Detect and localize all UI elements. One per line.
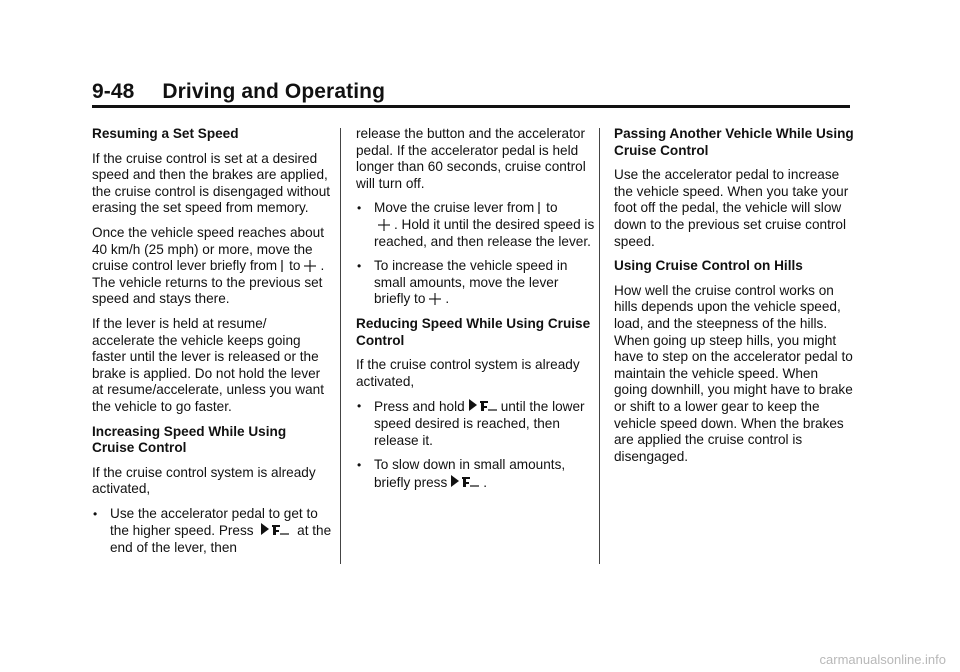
bullet-item: • Use the accelerator pedal to get to the higher speed. Press at the end of the lever, then xyxy=(92,506,332,557)
heading-passing-vehicle: Passing Another Vehicle While Using Cruise Control xyxy=(614,126,854,158)
watermark: carmanualsonline.info xyxy=(819,652,946,667)
resume-accelerate-plus-icon xyxy=(428,292,442,306)
bullet-item: • Move the cruise lever from to . Hold it until the desired speed is reached, and then release the lever. xyxy=(356,200,596,250)
bullet-item: • Press and hold until the lower speed desired is reached, then release it. xyxy=(356,398,596,449)
set-coast-button-icon xyxy=(450,474,480,490)
paragraph: release the button and the accelerator pedal. If the accelerator pedal is held longer than 60 seconds, cruise control will turn off. xyxy=(356,126,586,191)
paragraph: If the cruise control system is already activated, xyxy=(92,464,316,497)
paragraph: If the lever is held at resume/ accelerate the vehicle keeps going faster until the lever is released or the brake is applied. Do not hold the lever at resume/accelerate, unless you want the vehicle to go faster. xyxy=(92,315,324,414)
heading-reducing-speed: Reducing Speed While Using Cruise Control xyxy=(356,315,591,348)
resume-accelerate-plus-icon xyxy=(377,218,391,232)
set-coast-button-icon xyxy=(260,522,290,538)
paragraph: How well the cruise control works on hills depends upon the vehicle speed, load, and the steepness of the hills. When going up steep hills, you might have to step on the accelerator pedal to maintain the vehicle speed. When going downhill, you might have to brake or shift to a lower gear to keep the vehicle speed down. When the brakes are applied the cruise control is disengaged. xyxy=(614,282,853,464)
heading-resuming-set-speed: Resuming a Set Speed xyxy=(92,126,239,141)
column-2 xyxy=(356,126,596,499)
set-coast-button-icon xyxy=(468,398,498,414)
column-3 xyxy=(614,126,854,473)
paragraph: Use the accelerator pedal to increase the vehicle speed. When you take your foot off the pedal, the vehicle will slow down to the previous set cruise control speed. xyxy=(614,167,849,249)
resume-accelerate-plus-icon xyxy=(303,259,317,273)
resume-notch-icon xyxy=(280,259,286,273)
heading-cruise-on-hills: Using Cruise Control on Hills xyxy=(614,258,803,274)
page-number: 9-48 xyxy=(92,80,135,103)
column-divider xyxy=(340,128,341,564)
paragraph: If the cruise control system is already activated, xyxy=(356,357,580,389)
page-header xyxy=(92,80,385,104)
bullet-item: • To increase the vehicle speed in small amounts, move the lever briefly to . xyxy=(356,258,596,308)
bullet-item: • To slow down in small amounts, briefly press . xyxy=(356,457,596,491)
paragraph: Once the vehicle speed reaches about 40 km/h (25 mph) or more, move the cruise control lever briefly from to . The vehicle returns to the previous set speed and stays there. xyxy=(92,224,325,307)
header-rule xyxy=(92,105,850,108)
heading-increasing-speed: Increasing Speed While Using Cruise Control xyxy=(92,423,287,456)
resume-notch-icon xyxy=(537,201,543,215)
column-divider xyxy=(599,128,600,564)
chapter-title: Driving and Operating xyxy=(162,80,385,103)
column-1 xyxy=(92,126,332,565)
paragraph: If the cruise control is set at a desired speed and then the brakes are applied, the cruise control is disengaged without erasing the set speed from memory. xyxy=(92,150,331,216)
